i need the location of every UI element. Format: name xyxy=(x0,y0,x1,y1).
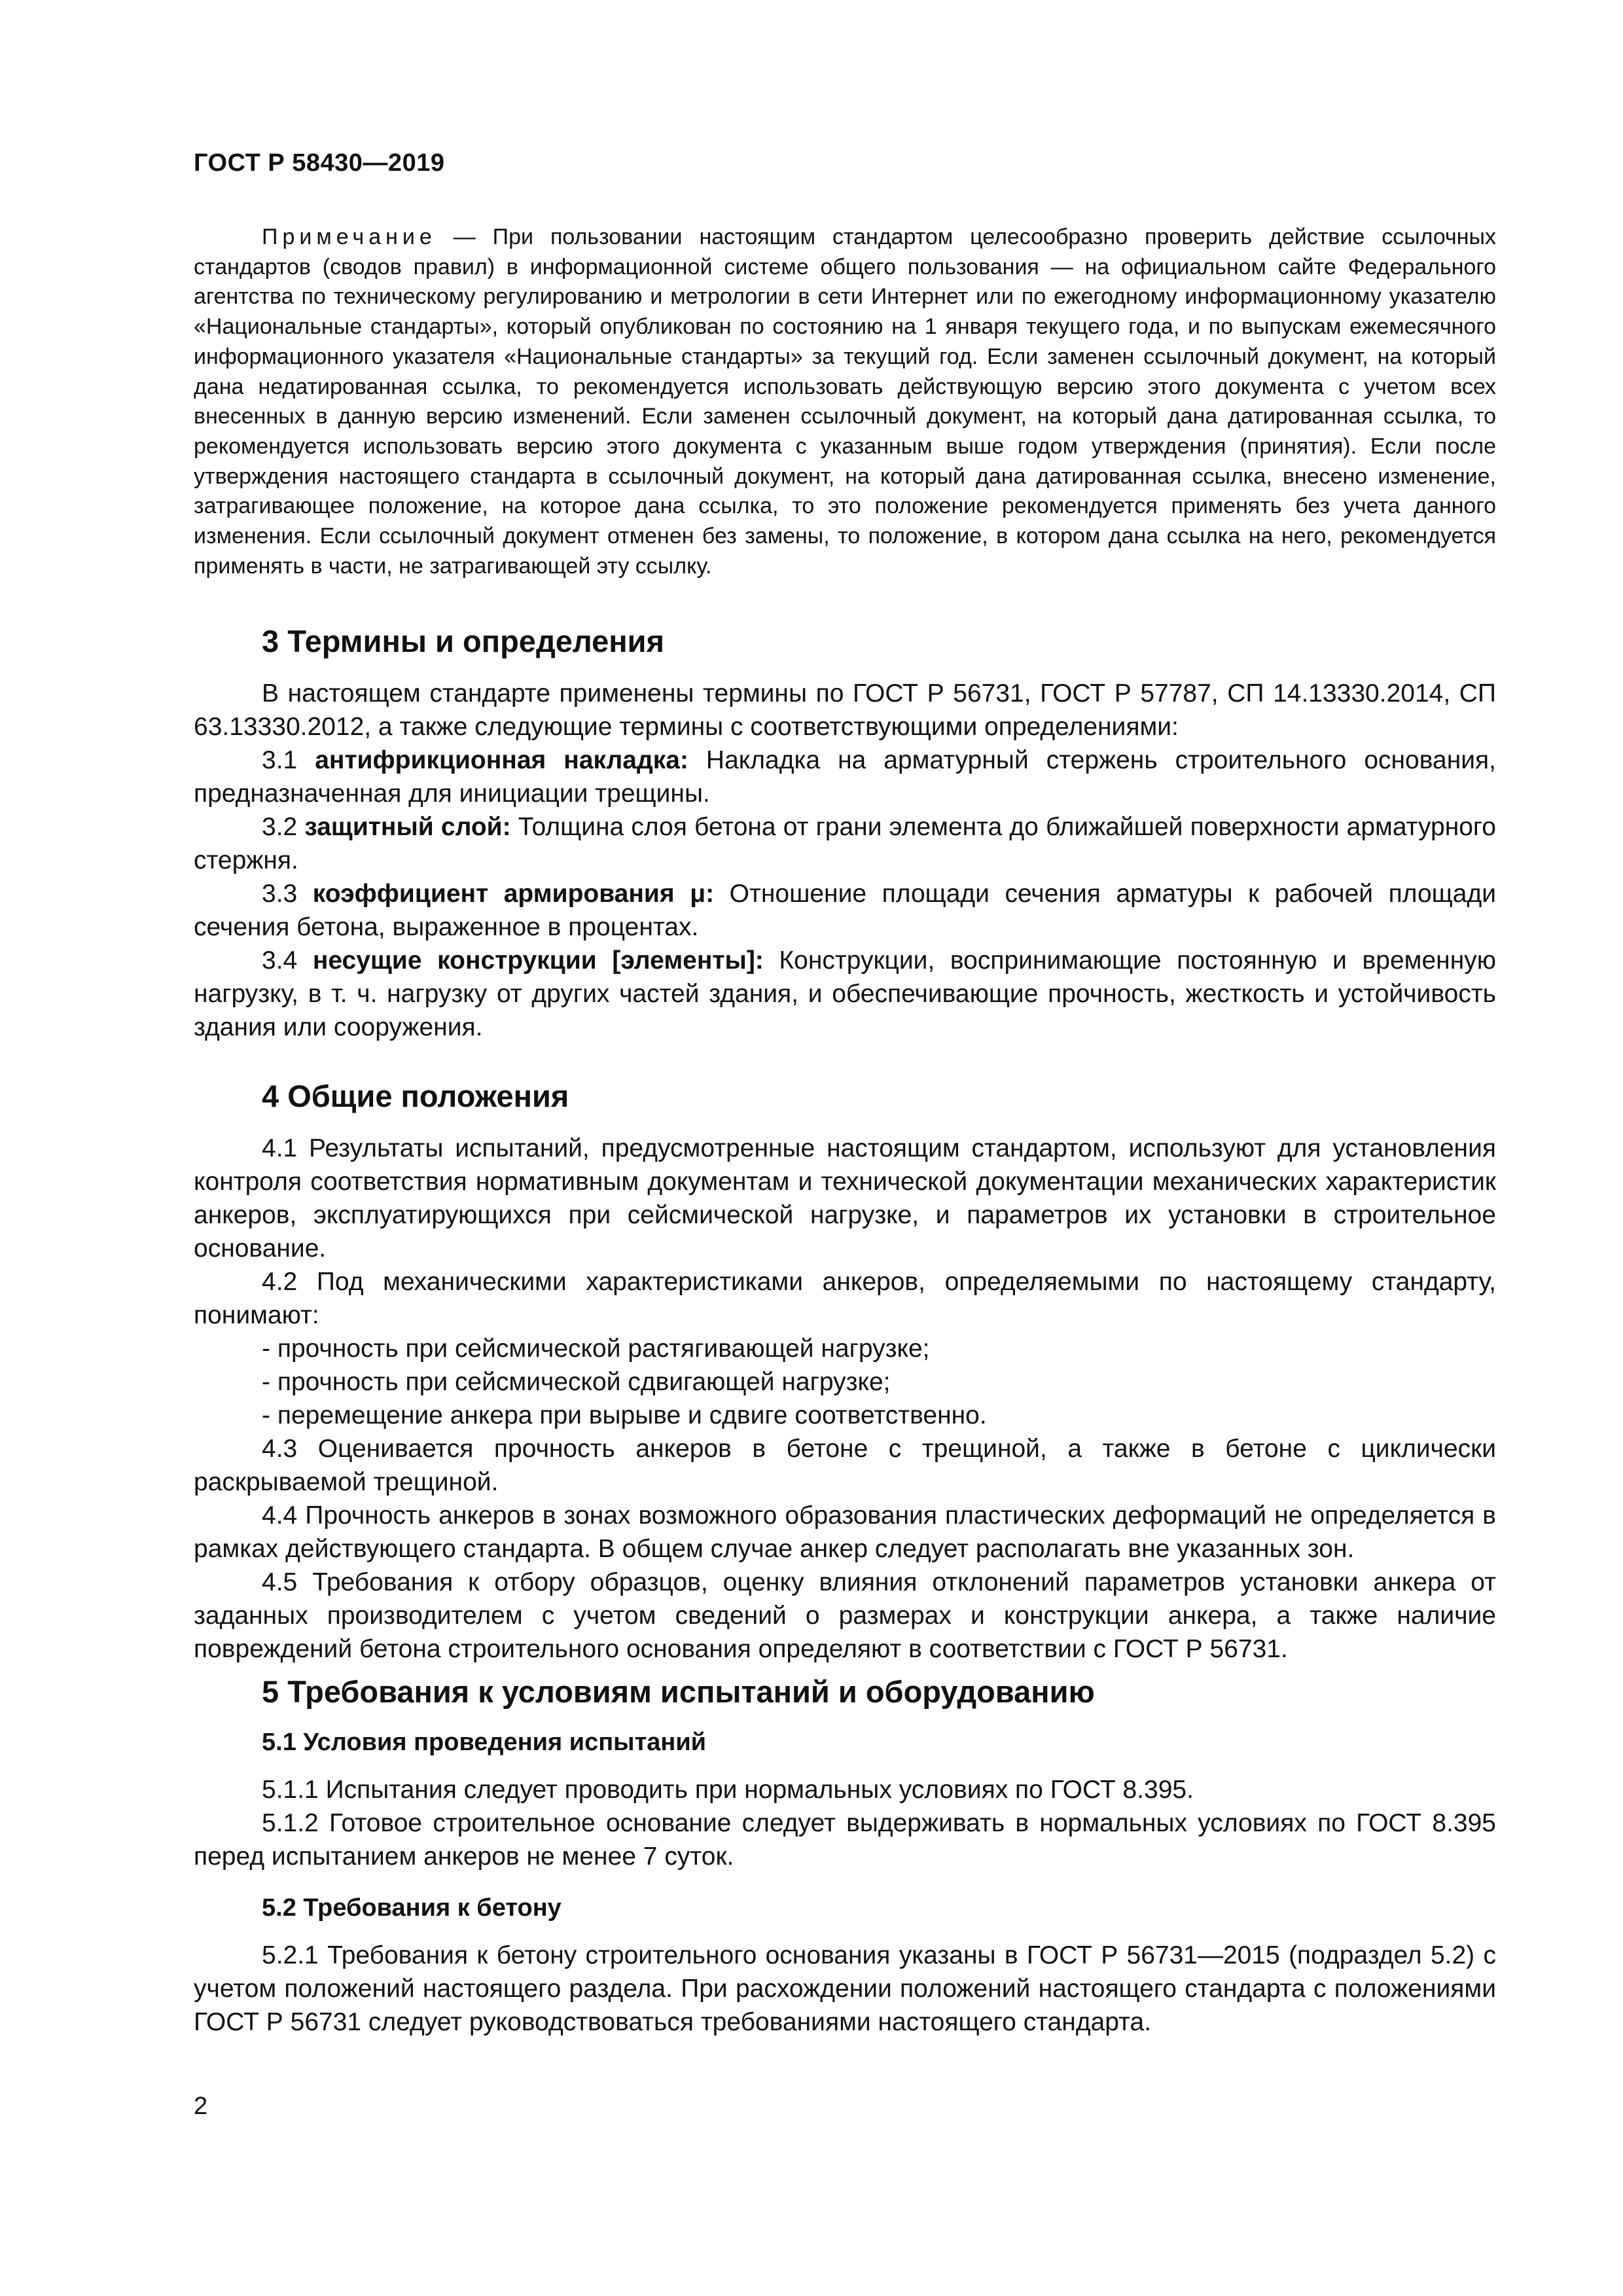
note-text: — При пользовании настоящим стандартом целесообразно проверить действие ссылочных стандартов (сводов правил) в информационной системе общего пользования — на официальном сайте Федерального агентства по техническому регулированию и метрологии в сети Интернет или по ежегодному информационному указателю «Национальные стандарты», который опубликован по состоянию на 1 января текущего года, и по выпускам ежемесячного информационного указателя «Национальные стандарты» за текущий год. Если заменен ссылочный документ, на который дана недатированная ссылка, то рекомендуется использовать действующую версию этого документа с учетом всех внесенных в данную версию изменений. Если заменен ссылочный документ, на который дана датированная ссылка, то рекомендуется использовать версию этого документа с указанным выше годом утверждения (принятия). Если после утверждения настоящего стандарта в ссылочный документ, на который дана датированная ссылка, внесено изменение, затрагивающее положение, на которое дана ссылка, то это положение рекомендуется применять без учета данного изменения. Если ссылочный документ отменен без замены, то положение, в котором дана ссылка на него, рекомендуется применять в части, не затрагивающей эту ссылку. xyxy=(194,224,1496,579)
section-4-title: 4 Общие положения xyxy=(262,1079,569,1113)
section-3-intro: В настоящем стандарте применены термины по ГОСТ Р 56731, ГОСТ Р 57787, СП 14.13330.2014, СП 63.13330.2012, а также следующие термины с соответствующими определениями: xyxy=(194,679,1496,741)
paragraph-5-1-1: 5.1.1 Испытания следует проводить при нормальных условиях по ГОСТ 8.395. xyxy=(262,1776,1194,1804)
section-5-title: 5 Требования к условиям испытаний и оборудованию xyxy=(262,1674,1095,1709)
doc-header: ГОСТ Р 58430—2019 xyxy=(194,149,445,177)
page-number: 2 xyxy=(194,2092,208,2120)
list-item: - прочность при сейсмической сдвигающей нагрузке; xyxy=(262,1368,891,1396)
subsection-5-1-title: 5.1 Условия проведения испытаний xyxy=(262,1729,707,1756)
section-3-title: 3 Термины и определения xyxy=(262,624,664,658)
term-item: 3.2 защитный слой: Толщина слоя бетона от грани элемента до ближайшей поверхности арматурного стержня. xyxy=(194,813,1496,874)
paragraph-4-3: 4.3 Оценивается прочность анкеров в бетоне с трещиной, а также в бетоне с циклически раскрываемой трещиной. xyxy=(194,1435,1496,1496)
section-4 xyxy=(194,1077,1496,1666)
subsection-5-2-title: 5.2 Требования к бетону xyxy=(262,1894,562,1922)
term-item: 3.4 несущие конструкции [элементы]: Конструкции, воспринимающие постоянную и временную нагрузку, в т. ч. нагрузку от других частей здания, и обеспечивающие прочность, жесткость и устойчивость здания или сооружения. xyxy=(194,946,1496,1041)
section-3 xyxy=(194,622,1496,1044)
paragraph-5-1-2: 5.1.2 Готовое строительное основание следует выдерживать в нормальных условиях по ГОСТ 8.395 перед испытанием анкеров не менее 7 суток. xyxy=(194,1809,1496,1871)
paragraph-5-2-1: 5.2.1 Требования к бетону строительного основания указаны в ГОСТ Р 56731—2015 (подраздел 5.2) с учетом положений настоящего раздела. При расхождении положений настоящего стандарта с положениями ГОСТ Р 56731 следует руководствоваться требованиями настоящего стандарта. xyxy=(194,1941,1496,2036)
note-label: Примечание xyxy=(262,224,437,249)
paragraph-4-1: 4.1 Результаты испытаний, предусмотренные настоящим стандартом, используют для установления контроля соответствия нормативным документам и технической документации механических характеристик анкеров, эксплуатирующихся при сейсмической нагрузке, и параметров их установки в строительное основание. xyxy=(194,1134,1496,1263)
list-item: - прочность при сейсмической растягивающей нагрузке; xyxy=(262,1335,930,1363)
list-item: - перемещение анкера при вырыве и сдвиге соответственно. xyxy=(262,1401,987,1429)
paragraph-4-2: 4.2 Под механическими характеристиками анкеров, определяемыми по настоящему стандарту, понимают: xyxy=(194,1268,1496,1329)
paragraph-4-5: 4.5 Требования к отбору образцов, оценку влияния отклонений параметров установки анкера от заданных производителем с учетом сведений о размерах и конструкции анкера, а также наличие повреждений бетона строительного основания определяют в соответствии с ГОСТ Р 56731. xyxy=(194,1568,1496,1663)
term-item: 3.3 коэффициент армирования μ: Отношение площади сечения арматуры к рабочей площади сечения бетона, выраженное в процентах. xyxy=(194,880,1496,941)
reference-note xyxy=(194,223,1496,581)
term-item: 3.1 антифрикционная накладка: Накладка на арматурный стержень строительного основания, предназначенная для инициации трещины. xyxy=(194,746,1496,808)
paragraph-4-4: 4.4 Прочность анкеров в зонах возможного образования пластических деформаций не определяется в рамках действующего стандарта. В общем случае анкер следует располагать вне указанных зон. xyxy=(194,1501,1496,1563)
section-5 xyxy=(194,1672,1496,2039)
